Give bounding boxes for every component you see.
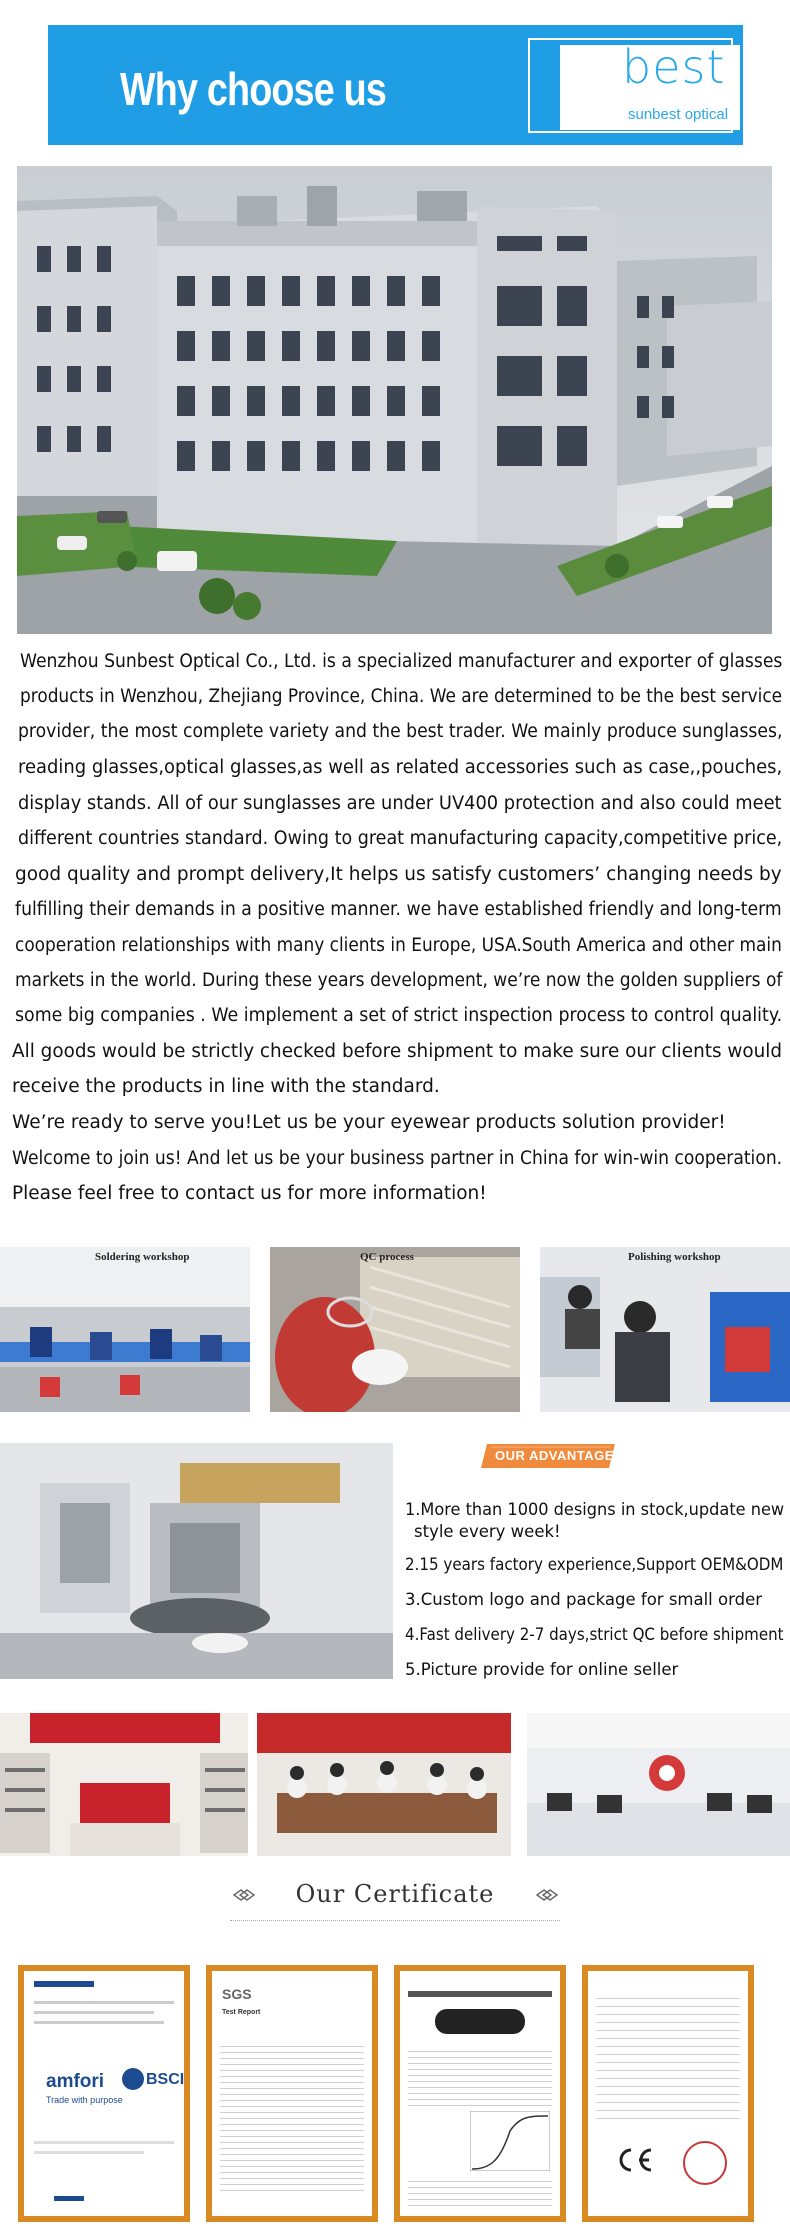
workshop-label-soldering: Soldering workshop (95, 1251, 190, 1263)
certificate-paper (400, 1971, 560, 2216)
machine-closeup-photo (0, 1443, 393, 1679)
brand-logo-subtitle: sunbest optical (628, 106, 729, 123)
certificate-ce (582, 1965, 754, 2222)
polishing-illustration (540, 1247, 790, 1412)
cert-header-bar (34, 1981, 94, 1987)
sgs-heading: Test Report (222, 2009, 261, 2016)
sunglasses-image-icon (435, 2009, 525, 2034)
certificate-divider (230, 1920, 560, 1922)
meeting-room-illustration (257, 1713, 511, 1856)
qc-process-photo (270, 1247, 520, 1412)
diamond-right-icon (535, 1888, 559, 1902)
certificate-sgs-report (206, 1965, 378, 2222)
office-photo (527, 1713, 790, 1856)
intro-line-3: provider, the most complete variety and the best trader. We mainly produce sunglasses, (18, 721, 783, 742)
workshop-label-qc: QC process (360, 1251, 414, 1263)
amfori-tagline: Trade with purpose (46, 2095, 123, 2105)
intro-line-8: fulfilling their demands in a positive manner. we have established friendly and long-term (15, 899, 782, 920)
cert-text-line (34, 2011, 154, 2014)
polishing-workshop-photo (540, 1247, 790, 1412)
cert-text-line (34, 2021, 164, 2024)
transmittance-graph-icon (470, 2111, 550, 2171)
sgs-logo: SGS (222, 1986, 252, 2002)
report-table (408, 2046, 552, 2106)
cert-text-line (34, 2141, 174, 2144)
intro-line-11: some big companies . We implement a set of strict inspection process to control quality. (15, 1005, 783, 1026)
intro-line-10: markets in the world. During these years development, we’re now the golden suppliers of (15, 970, 783, 991)
intro-line-16: Please feel free to contact us for more information! (12, 1183, 487, 1204)
official-stamp-icon (683, 2141, 727, 2185)
advantage-item-2: 2.15 years factory experience,Support OEM&ODM (405, 1555, 784, 1574)
cert-footer-mark (54, 2196, 84, 2201)
advantage-item-4: 4.Fast delivery 2-7 days,strict QC before shipment (405, 1625, 784, 1644)
certificate-optical-test (394, 1965, 566, 2222)
cert-text-line (34, 2151, 144, 2154)
bsci-wordmark: BSCI (146, 2071, 185, 2088)
cert-header-bar (408, 1991, 552, 1997)
cert-text-line (34, 2001, 174, 2004)
intro-line-9: cooperation relationships with many clients in Europe, USA.South America and other main (15, 935, 782, 956)
intro-line-4: reading glasses,optical glasses,as well as related accessories such as case,,pouches, (18, 757, 783, 778)
certificate-text-lines (596, 1991, 740, 2121)
intro-line-5: display stands. All of our sunglasses are under UV400 protection and also could meet (18, 793, 782, 814)
advantage-item-5: 5.Picture provide for online seller (405, 1660, 679, 1679)
meeting-room-photo (257, 1713, 511, 1856)
machine-illustration (0, 1443, 393, 1679)
report-footer-lines (408, 2176, 552, 2206)
intro-line-6: different countries standard. Owing to great manufacturing capacity,competitive price, (18, 828, 783, 849)
bsci-circle-icon (122, 2068, 144, 2090)
amfori-wordmark: amfori (46, 2071, 105, 2092)
certificate-paper (588, 1971, 748, 2216)
page-title: Why choose us (120, 63, 387, 115)
certificate-title: Our Certificate (295, 1880, 495, 1908)
factory-building-photo (17, 166, 772, 634)
qc-illustration (270, 1247, 520, 1412)
certificate-amfori-bsci (18, 1965, 190, 2222)
advantage-item-1-cont: style every week! (414, 1522, 561, 1541)
intro-line-15: Welcome to join us! And let us be your business partner in China for win-win cooperation. (12, 1148, 783, 1169)
workshop-label-polishing: Polishing workshop (628, 1251, 721, 1263)
soldering-illustration (0, 1247, 250, 1412)
intro-line-1: Wenzhou Sunbest Optical Co., Ltd. is a specialized manufacturer and exporter of glasses (20, 651, 783, 672)
advantage-item-1: 1.More than 1000 designs in stock,update new (405, 1500, 785, 1519)
intro-line-7: good quality and prompt delivery,It helps us satisfy customers’ changing needs by (15, 864, 782, 885)
soldering-workshop-photo (0, 1247, 250, 1412)
intro-line-13: receive the products in line with the standard. (12, 1076, 440, 1097)
brand-logo-word: best (622, 40, 726, 94)
intro-line-2: products in Wenzhou, Zhejiang Province, China. We are determined to be the best service (20, 686, 783, 707)
certificate-paper (24, 1971, 184, 2216)
advantage-badge-text: OUR ADVANTAGE (495, 1448, 614, 1463)
showroom-1-illustration (0, 1713, 248, 1856)
certificate-paper (212, 1971, 372, 2216)
intro-line-12: All goods would be strictly checked before shipment to make sure our clients would (12, 1041, 783, 1062)
factory-illustration (17, 166, 772, 634)
intro-line-14: We’re ready to serve you!Let us be your eyewear products solution provider! (12, 1112, 726, 1133)
showroom-photo-1 (0, 1713, 248, 1856)
ce-mark-icon (613, 2146, 653, 2174)
report-text-lines (220, 2041, 364, 2191)
office-illustration (527, 1713, 790, 1856)
advantage-item-3: 3.Custom logo and package for small order (405, 1590, 763, 1609)
